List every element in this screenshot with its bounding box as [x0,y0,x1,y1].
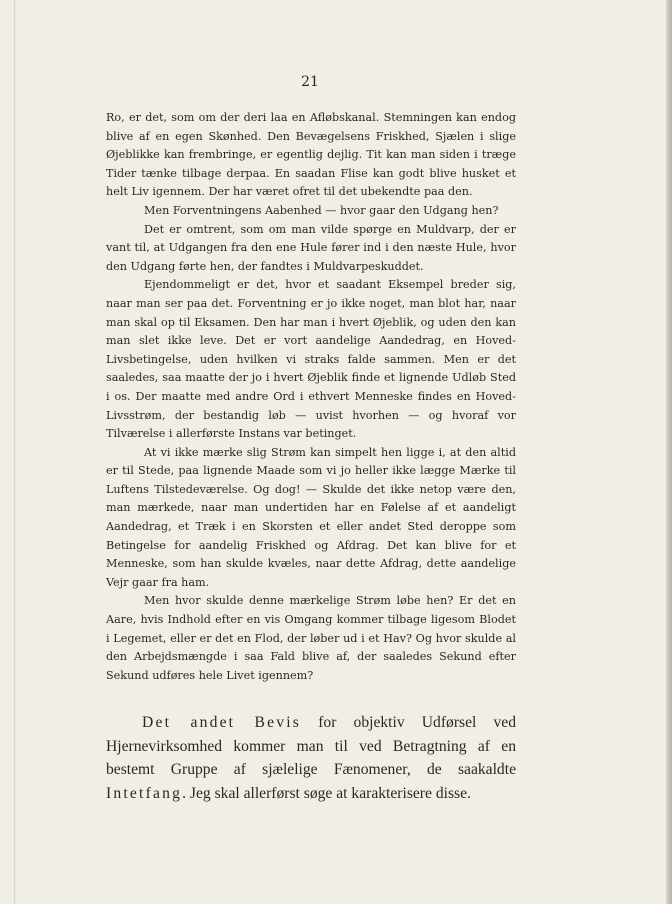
paragraph-3: Det er omtrent, som om man vilde spørge en Muldvarp, der er vant til, at Udgangen fra den ene Hule fører ind i den næste Hule, hvor den Udgang førte hen, der fandtes i Muldvarpeskuddet. [106,222,516,273]
closing-tail: . Jeg skal allerførst søge at karakterisere disse. [182,784,471,802]
paragraph-5: At vi ikke mærke slig Strøm kan simpelt hen ligge i, at den altid er til Stede, paa lignende Maade som vi jo heller ikke lægge Mærke til Luftens Tilstedeværelse. Og dog! — Skulde det ikke netop være den, man mærkede, naar man undertiden har en Følelse af et aandeligt Aandedrag, et Træk i en Skorsten et eller andet Sted deroppe som Betingelse for aandelig Friskhed og Afdrag. Det kan blive for et Menneske, som han skulde kvæles, naar dette Afdrag, dette aandelige Vejr gaar fra ham. [106,445,516,589]
spaced-term: Intetfang [106,784,183,802]
page-edge [666,0,672,904]
binding-shadow [14,0,16,904]
closing-middle: for objektiv Udførsel ved Hjernevirksomhed kommer man til ved Betragtning af en bestemt Gruppe af sjælelige Fænomener, de saakaldte [106,714,516,778]
paragraph-4: Ejendommeligt er det, hvor et saadant Eksempel breder sig, naar man ser paa det. Forventning er jo ikke noget, man blot har, naar man skal op til Eksamen. Den har man i hvert Øjeblik, og uden den kan man slet ikke leve. Det er vort aandelige Aandedrag, en Hoved-Livsbetingelse, uden hvilken vi straks falde sammen. Men er det saaledes, saa maatte der jo i hvert Øjeblik finde et lignende Udløb Sted i os. Der maatte med andre Ord i ethvert Menneske findes en Hoved-Livsstrøm, der bestandig løb — uvist hvorhen — og hvoraf vor Tilværelse i allerførste Instans var betinget. [106,278,516,441]
paragraph-6: Men hvor skulde denne mærkelige Strøm løbe hen? Er det en Aare, hvis Indhold efter en vis Omgang kommer tilbage ligesom Blodet i Legemet, eller er det en Flod, der løber ud i et Hav? Og hvor skulde al den Arbejdsmængde i saa Fald blive af, der saaledes Sekund efter Sekund udføres hele Livet igennem? [106,594,516,682]
page-number: 21 [301,74,319,90]
paragraph-1: Ro, er det, som om der deri laa en Afløbskanal. Stemningen kan endog blive af en egen Skønhed. Den Bevægelsens Friskhed, Sjælen i slige Øjeblikke kan frembringe, er egentlig dejlig. Tit kan man siden i træge Tider tænke tilbage derpaa. En saadan Flise kan godt blive husket et helt Liv igennem. Der har været ofret til det ubekendte paa den. [106,111,516,199]
closing-paragraph [106,711,516,805]
spaced-lead: Det andet Bevis [142,714,302,731]
paragraph-2: Men Forventningens Aabenhed — hvor gaar den Udgang hen? [144,203,499,217]
body-text [106,109,516,685]
